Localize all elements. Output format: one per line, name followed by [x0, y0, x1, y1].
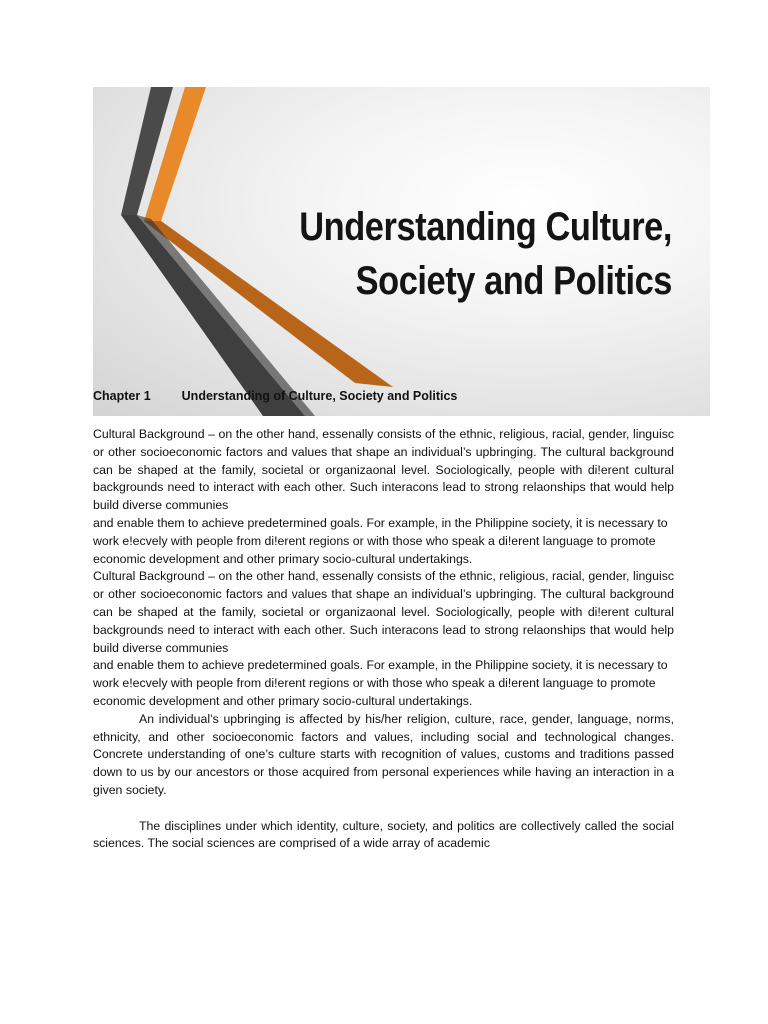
paragraph-cultural-background-1: Cultural Background – on the other hand, essenally consists of the ethnic, religious, racial, gender, linguisc or other socioeconomic factors and values that shape an individual’s upbringing. The cultural background can be shaped at the family, societal or organizaonal level. Sociologically, people with di!erent cultural backgrounds need to interact with each other. Such interacons lead to strong relaonships that would help build diverse communies — [93, 427, 674, 513]
decorative-stripes — [93, 87, 710, 416]
paragraph-continuation-2: and enable them to achieve predetermined goals. For example, in the Philippine society, it is necessary to work e!ecvely with people from di!erent regions or with those who speak a di!erent language to promote economic development and other primary socio-cultural undertakings. — [93, 658, 668, 708]
chapter-title: Understanding of Culture, Society and Politics — [181, 389, 458, 403]
banner-title-line-2: Society and Politics — [355, 259, 672, 303]
banner-title-line-1: Understanding Culture, — [299, 205, 672, 249]
paragraph-continuation-1: and enable them to achieve predetermined goals. For example, in the Philippine society, it is necessary to work e!ecvely with people from di!erent regions or with those who speak a di!erent language to promote economic development and other primary socio-cultural undertakings. — [93, 515, 668, 566]
paragraph-disciplines: The disciplines under which identity, culture, society, and politics are collectively called the social sciences. The social sciences are comprised of a wide array of academic — [93, 818, 674, 851]
body-text — [93, 426, 674, 853]
title-banner — [93, 87, 710, 416]
chapter-heading — [93, 389, 457, 403]
chapter-label: Chapter 1 — [93, 389, 151, 403]
paragraph-upbringing: An individual’s upbringing is affected by his/her religion, culture, race, gender, language, norms, ethnicity, and other socioeconomic factors and values, including social and technological changes. Concrete understanding of one’s culture starts with recognition of values, customs and traditions passed down to us by our ancestors or those acquired from personal experiences while having an interaction in a given society. — [93, 711, 674, 797]
paragraph-cultural-background-2: Cultural Background – on the other hand, essenally consists of the ethnic, religious, racial, gender, linguisc or other socioeconomic factors and values that shape an individual’s upbringing. The cultural background can be shaped at the family, societal or organizaonal level. Sociologically, people with di!erent cultural backgrounds need to interact with each other. Such interacons lead to strong relaonships that would help build diverse communies — [93, 569, 674, 655]
